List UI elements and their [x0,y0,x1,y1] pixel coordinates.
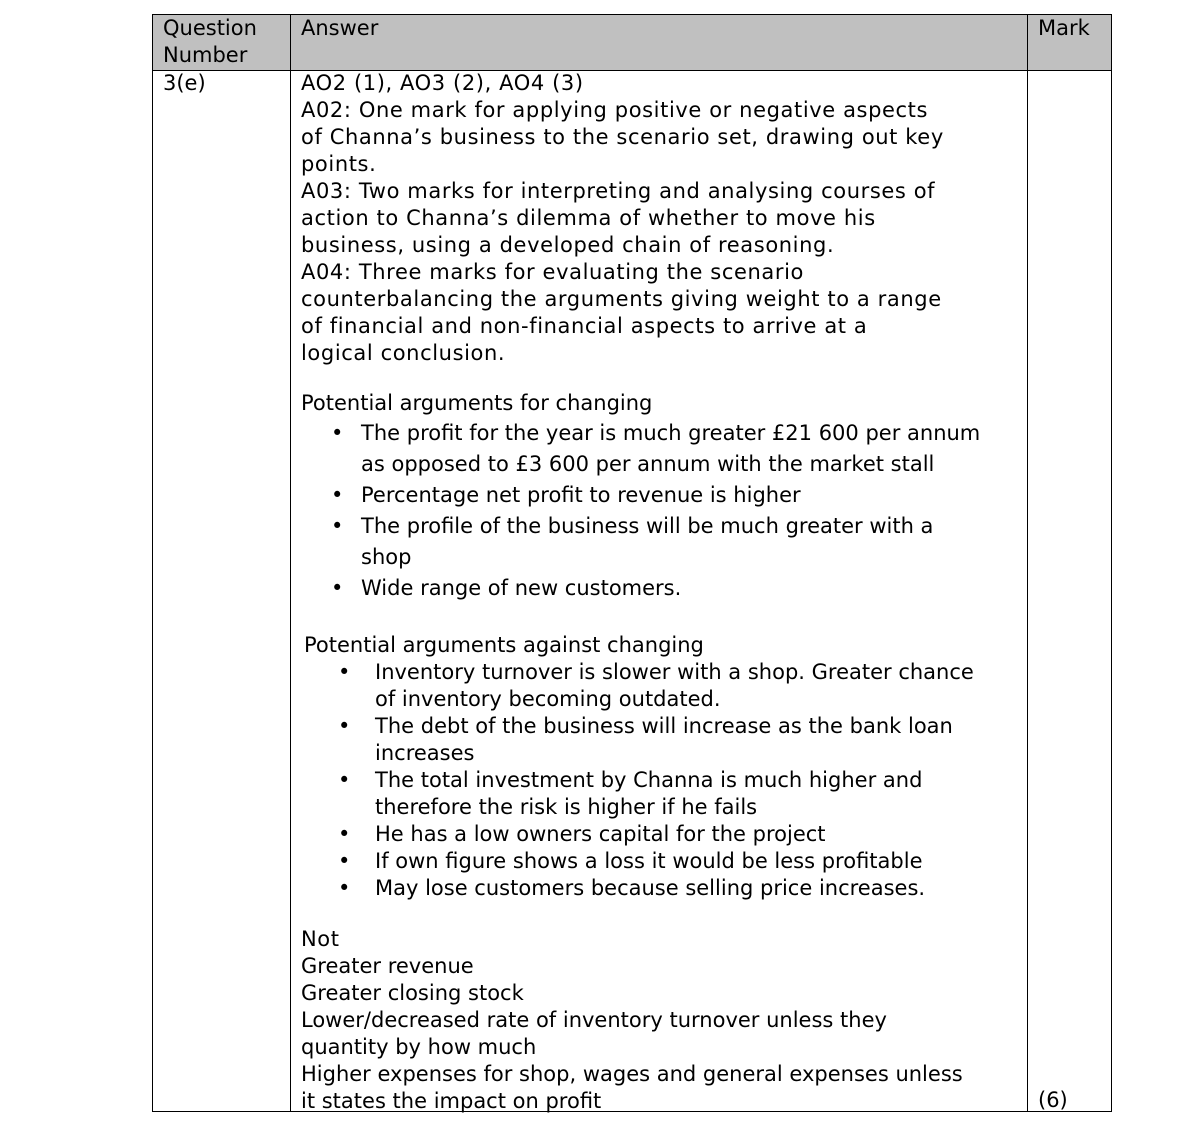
for-heading: Potential arguments for changing [301,391,653,415]
ao-line: A03: Two marks for interpreting and analysing courses of [301,179,936,203]
not-line: quantity by how much [301,1035,537,1059]
ao-line: A04: Three marks for evaluating the scenario [301,260,805,284]
for-item [301,480,980,511]
for-item [301,573,980,604]
against-item [304,875,974,902]
against-item [304,767,974,821]
against-item [304,713,974,767]
header-answer: Answer [301,16,379,40]
ao-line: action to Channa’s dilemma of whether to move his [301,206,876,230]
for-item [301,418,980,480]
against-item [304,659,974,713]
for-item [301,511,980,573]
against-item [304,821,974,848]
ao-line: of financial and non-financial aspects to arrive at a [301,314,868,338]
not-line: Greater revenue [301,954,474,978]
not-line: Higher expenses for shop, wages and general expenses unless [301,1062,963,1086]
for-list [301,418,980,604]
against-item-line: • The debt of the business will increase as the bank loan [375,714,953,738]
not-line: Greater closing stock [301,981,524,1005]
column-divider [1027,15,1028,1111]
against-item-line: • If own figure shows a loss it would be less profitable [375,849,923,873]
against-heading: Potential arguments against changing [304,633,704,657]
mark-value: (6) [1038,1088,1068,1112]
ao-line: of Channa’s business to the scenario set, drawing out key [301,125,944,149]
ao-line: business, using a developed chain of reasoning. [301,233,835,257]
not-line: Lower/decreased rate of inventory turnover unless they [301,1008,887,1032]
against-item-line: • The total investment by Channa is much higher and [375,768,923,792]
against-list [304,659,974,902]
header-mark: Mark [1038,16,1090,40]
header-question-number: Question Number [163,16,257,67]
for-item-line: • Percentage net profit to revenue is higher [361,483,801,507]
ao-line: A02: One mark for applying positive or negative aspects [301,98,929,122]
for-item-line: • The profit for the year is much greater £21 600 per annum [361,421,981,445]
for-item-line: • Wide range of new customers. [361,576,682,600]
against-item-line: • He has a low owners capital for the project [375,822,826,846]
not-heading: Not [301,927,340,951]
not-list [301,953,963,1115]
ao-line: AO2 (1), AO3 (2), AO4 (3) [301,71,584,95]
against-item-line: of inventory becoming outdated. [375,687,721,711]
column-divider [290,15,291,1111]
against-item [304,848,974,875]
ao-line: logical conclusion. [301,341,506,365]
against-item-line: therefore the risk is higher if he fails [375,795,758,819]
table-header [153,15,1111,71]
for-item-line: • The profile of the business will be much greater with a [361,514,934,538]
ao-line: points. [301,152,377,176]
for-item-line: shop [361,545,412,569]
against-item-line: increases [375,741,475,765]
assessment-objectives [301,70,944,367]
question-number: 3(e) [163,71,206,95]
ao-line: counterbalancing the arguments giving weight to a range [301,287,942,311]
not-line: it states the impact on profit [301,1089,602,1113]
against-item-line: • Inventory turnover is slower with a shop. Greater chance [375,660,974,684]
for-item-line: as opposed to £3 600 per annum with the market stall [361,452,935,476]
against-item-line: • May lose customers because selling price increases. [375,876,926,900]
